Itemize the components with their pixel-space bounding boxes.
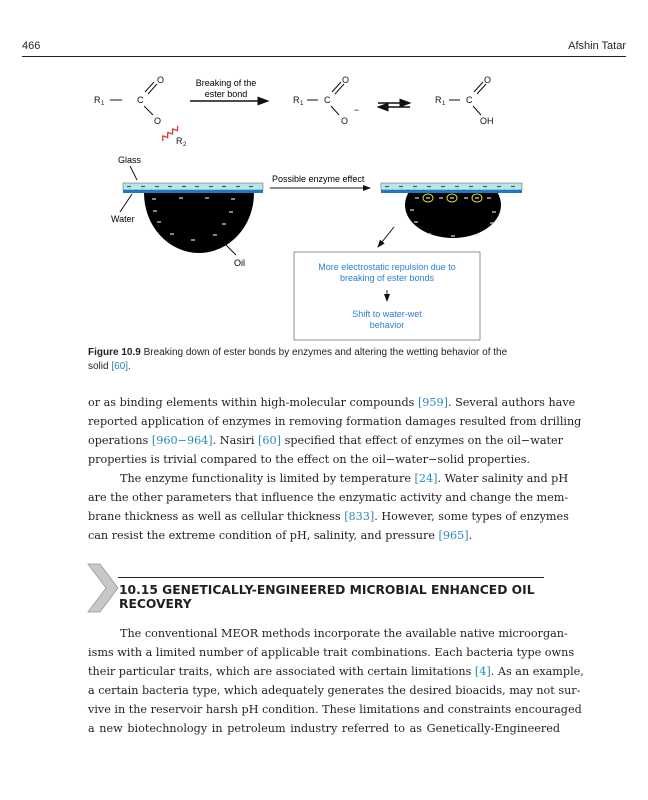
- citation-link[interactable]: [60]: [111, 361, 129, 372]
- svg-text:1: 1: [442, 101, 446, 107]
- arrow-label: ester bond: [204, 89, 248, 99]
- water-label: Water: [111, 214, 135, 224]
- equilibrium-arrows: [378, 103, 410, 107]
- svg-text:O: O: [154, 116, 162, 126]
- svg-text:Shift to water-wet: Shift to water-wet: [352, 309, 422, 319]
- carboxylic-acid-molecule: [435, 75, 494, 126]
- section-chevron-icon: [86, 562, 120, 614]
- arrow-label: Breaking of the: [195, 78, 257, 88]
- svg-text:C: C: [466, 95, 473, 105]
- svg-text:C: C: [137, 95, 144, 105]
- carboxylate-molecule: [293, 75, 359, 126]
- svg-text:−: −: [354, 105, 360, 115]
- svg-text:OH: OH: [480, 116, 494, 126]
- water-film-left: [123, 190, 263, 193]
- svg-text:1: 1: [300, 101, 304, 107]
- oil-label: Oil: [234, 258, 245, 268]
- caption-label: Figure 10.9: [88, 347, 141, 358]
- svg-text:O: O: [484, 75, 492, 85]
- svg-text:O: O: [341, 116, 349, 126]
- page-number: 466: [22, 40, 41, 52]
- svg-text:C: C: [324, 95, 331, 105]
- svg-text:R: R: [293, 95, 300, 105]
- svg-text:More electrostatic repulsion d: More electrostatic repulsion due to: [318, 262, 456, 272]
- svg-text:breaking of ester bonds: breaking of ester bonds: [339, 273, 435, 283]
- citation-link[interactable]: [965]: [438, 529, 469, 542]
- svg-text:R: R: [176, 136, 183, 146]
- citation-link[interactable]: [960−964]: [151, 434, 213, 447]
- svg-text:O: O: [342, 75, 350, 85]
- svg-text:2: 2: [183, 142, 187, 148]
- svg-text:behavior: behavior: [369, 320, 405, 330]
- svg-text:R: R: [435, 95, 442, 105]
- paragraph: or as binding elements within high-molecular compounds [959]. Several authors have reported application of enzymes in removing formation damages resulted from drilling operations [960−964]. Nasiri [60] specified that effect of enzymes on the oil−water properties is trivial compared to the effect on the oil−water−solid properties. The enzyme functionality is limited by temperature [24]. Water salinity and pH are the other parameters that influence the enzymatic activity and change the mem- brane thickness as well as cellular thickness [833]. However, some types of enzymes can resist the extreme condition of pH, salinity, and pressure [965].: [88, 396, 582, 542]
- citation-link[interactable]: [833]: [344, 510, 375, 523]
- figure-caption: Figure 10.9 Breaking down of ester bonds by enzymes and altering the wetting behavior of the solid [60].: [88, 347, 508, 372]
- glass-label: Glass: [118, 155, 142, 165]
- section-heading: 10.15 GENETICALLY-ENGINEERED MICROBIAL ENHANCED OIL RECOVERY: [119, 583, 535, 611]
- citation-link[interactable]: [60]: [258, 434, 282, 447]
- section-rule: [118, 577, 544, 578]
- svg-text:1: 1: [101, 101, 105, 107]
- water-film-right: [381, 190, 522, 193]
- oil-drop-left: [144, 193, 254, 253]
- ester-molecule: [94, 75, 187, 148]
- svg-text:O: O: [157, 75, 165, 85]
- citation-link[interactable]: [959]: [417, 396, 449, 409]
- oil-drop-right: [405, 172, 501, 238]
- svg-text:R: R: [94, 95, 101, 105]
- enzyme-label: Possible enzyme effect: [272, 174, 365, 184]
- paragraph: The conventional MEOR methods incorporate the available native microorgan- isms with a limited number of applicable trait combinations. Each bacteria type owns their particular traits, which are associated with certain limitations [4]. As an example, a certain bacteria type, which adequately generates the desired bioacids, may not sur- vive in the reservoir harsh pH condition. These limitations and constraints encouraged a new biotechnology in petroleum industry referred to as Genetically-Engineered: [88, 627, 584, 735]
- running-header-author: Afshin Tatar: [568, 40, 626, 52]
- citation-link[interactable]: [24]: [414, 472, 438, 485]
- citation-link[interactable]: [4]: [474, 665, 491, 678]
- figure-10-9: [0, 0, 648, 345]
